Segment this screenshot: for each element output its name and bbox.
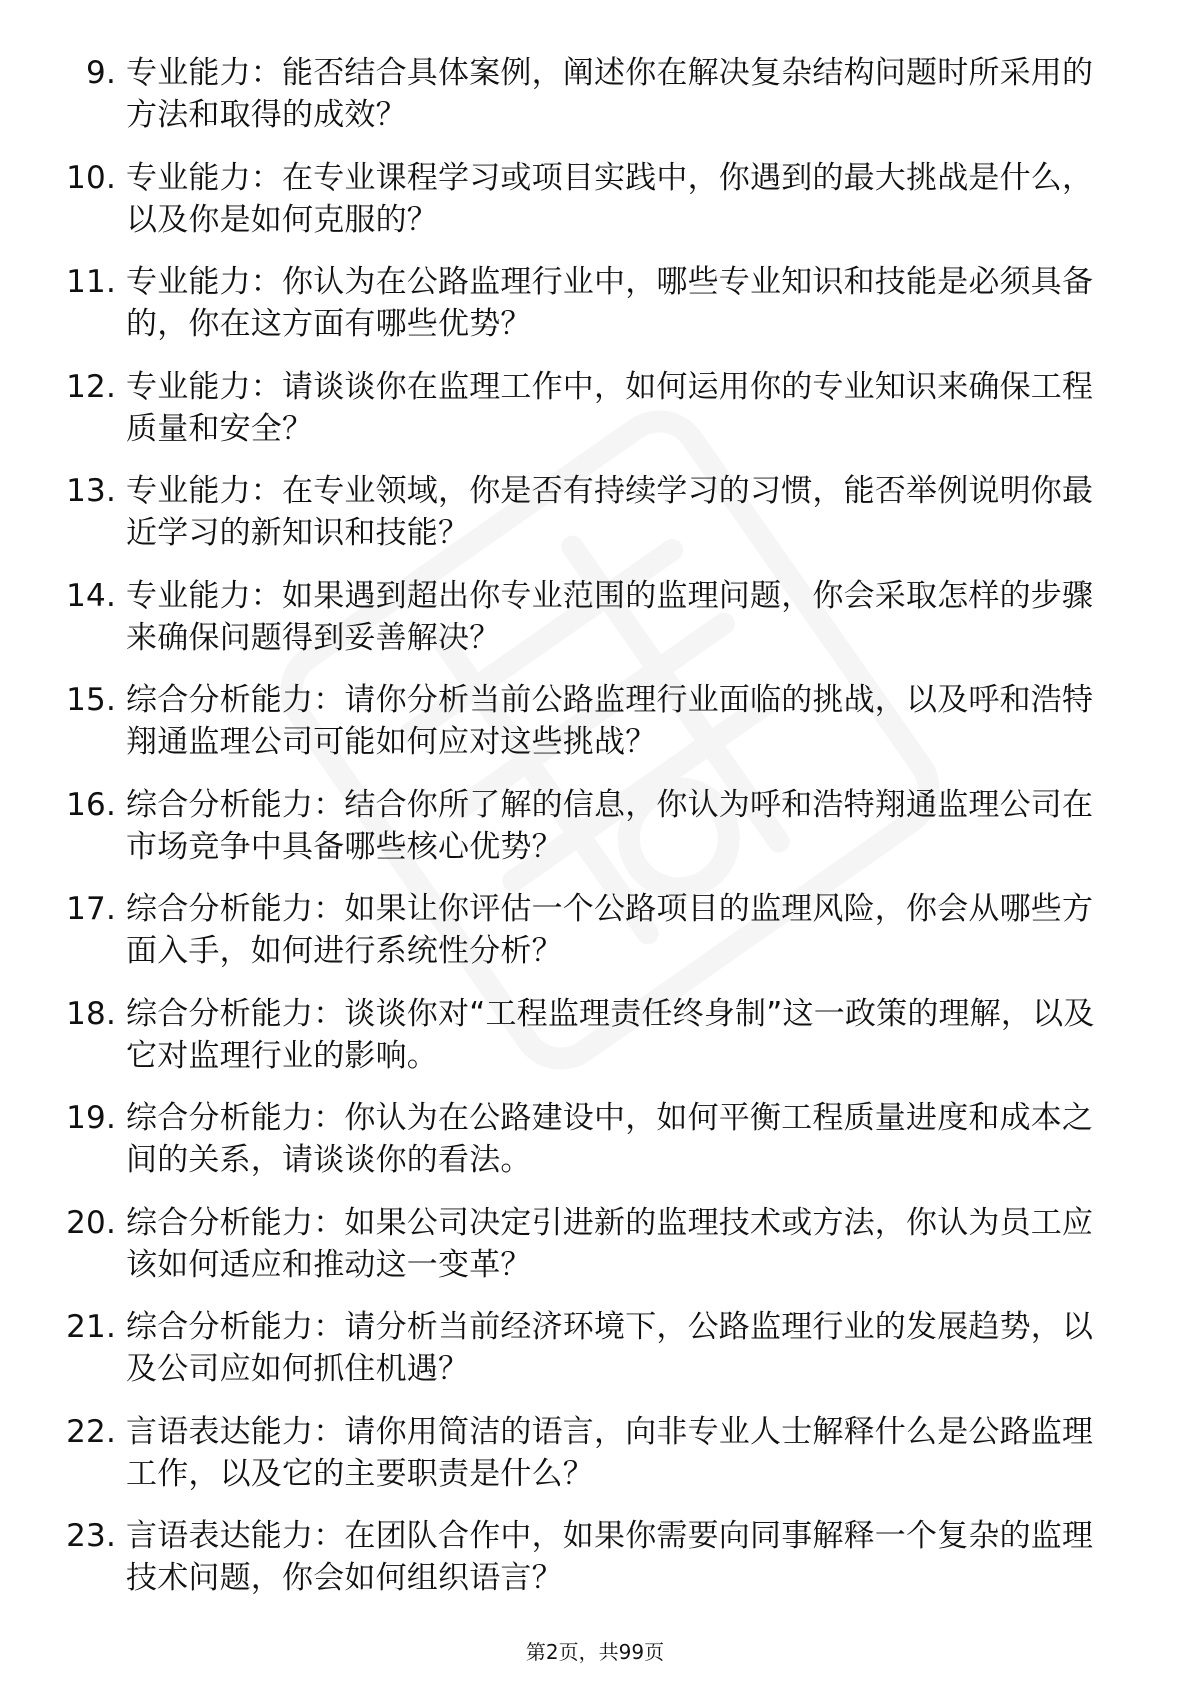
question-item-16 [56,784,1116,868]
question-text: 专业能力：如果遇到超出你专业范围的监理问题，你会采取怎样的步骤来确保问题得到妥善解决？ [126,577,1094,656]
question-number: 17. [66,891,116,927]
question-list [56,52,1116,1620]
question-number: 21. [66,1309,116,1345]
question-item-22 [56,1411,1116,1495]
question-number: 12. [66,368,116,405]
question-item-10 [56,157,1116,241]
question-item-11 [56,261,1116,345]
question-item-21 [56,1306,1116,1390]
question-text: 专业能力：能否结合具体案例，阐述你在解决复杂结构问题时所采用的方法和取得的成效？ [126,55,1094,133]
question-item-14 [56,575,1116,659]
question-number: 20. [66,1204,116,1241]
question-text: 综合分析能力：如果让你评估一个公路项目的监理风险，你会从哪些方面入手，如何进行系统性分析？ [126,891,1094,969]
question-number: 15. [66,682,116,718]
question-item-12 [56,366,1116,450]
question-number: 10. [66,159,116,196]
question-item-18 [56,993,1116,1077]
page-footer: 第2页，共99页 [525,1640,665,1664]
question-item-19 [56,1097,1116,1181]
question-text: 专业能力：你认为在公路监理行业中，哪些专业知识和技能是必须具备的，你在这方面有哪些优势？ [126,264,1094,342]
question-item-20 [56,1202,1116,1286]
question-number: 23. [66,1518,116,1554]
question-item-9 [56,52,1116,136]
question-item-13 [56,470,1116,554]
question-number: 18. [66,995,116,1032]
question-number: 9. [86,55,116,91]
question-number: 16. [66,786,116,823]
question-text: 专业能力：在专业领域，你是否有持续学习的习惯，能否举例说明你最近学习的新知识和技能？ [126,473,1094,551]
question-item-23 [56,1515,1116,1599]
question-number: 22. [66,1413,116,1450]
question-number: 13. [66,473,116,509]
question-text: 综合分析能力：请分析当前经济环境下，公路监理行业的发展趋势，以及公司应如何抓住机遇？ [126,1309,1094,1387]
question-number: 11. [66,264,116,300]
question-item-15 [56,679,1116,763]
question-item-17 [56,888,1116,972]
question-text: 专业能力：在专业课程学习或项目实践中，你遇到的最大挑战是什么，以及你是如何克服的？ [126,159,1094,238]
question-number: 14. [66,577,116,614]
question-text: 专业能力：请谈谈你在监理工作中，如何运用你的专业知识来确保工程质量和安全？ [126,368,1094,447]
question-text: 综合分析能力：请你分析当前公路监理行业面临的挑战，以及呼和浩特翔通监理公司可能如何应对这些挑战？ [126,682,1094,760]
question-text: 言语表达能力：在团队合作中，如果你需要向同事解释一个复杂的监理技术问题，你会如何组织语言？ [126,1518,1094,1596]
question-text: 综合分析能力：你认为在公路建设中，如何平衡工程质量进度和成本之间的关系，请谈谈你的看法。 [126,1100,1094,1178]
question-text: 言语表达能力：请你用简洁的语言，向非专业人士解释什么是公路监理工作，以及它的主要职责是什么？ [126,1413,1094,1492]
question-text: 综合分析能力：如果公司决定引进新的监理技术或方法，你认为员工应该如何适应和推动这一变革？ [126,1204,1094,1283]
question-text: 综合分析能力：谈谈你对“工程监理责任终身制”这一政策的理解，以及它对监理行业的影响。 [126,995,1095,1074]
question-number: 19. [66,1100,116,1136]
question-text: 综合分析能力：结合你所了解的信息，你认为呼和浩特翔通监理公司在市场竞争中具备哪些核心优势？ [126,786,1094,865]
